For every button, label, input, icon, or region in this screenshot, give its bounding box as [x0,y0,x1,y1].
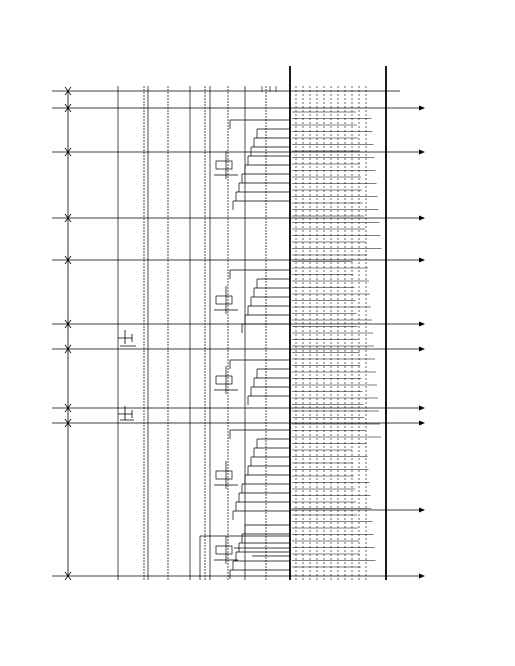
wire [242,534,290,543]
wire [242,174,290,183]
wire [251,297,290,306]
wire [236,502,290,511]
wire [214,151,238,179]
wire [257,439,290,448]
terminal-arrow [419,508,425,513]
wire [245,475,290,484]
wire [230,360,290,369]
terminal-arrow [419,406,425,411]
wire [239,183,290,192]
wire [245,165,290,174]
contact-symbols [118,330,136,420]
wire [236,552,290,561]
wire [214,461,238,489]
terminal-arrow [419,574,425,579]
wire [254,138,290,147]
wire [214,286,238,314]
relay-box [216,296,232,304]
wire [248,156,290,165]
wire [257,129,290,138]
wire [254,288,290,297]
contact-grid [292,86,382,580]
wire [248,306,290,315]
terminal-arrow [419,347,425,352]
relay-box [216,546,232,554]
wire [242,324,290,333]
wire [230,570,290,579]
row-rails [52,91,424,576]
terminal-arrow [419,150,425,155]
wire [214,536,238,564]
wire [236,192,290,201]
wire [251,457,290,466]
relay-box [216,161,232,169]
wire [257,279,290,288]
terminal-arrow [419,216,425,221]
wire [239,543,290,552]
wire [239,493,290,502]
dimension-line [65,87,71,580]
wire [245,315,290,324]
wire [248,466,290,475]
wire [245,525,290,534]
wire [230,120,290,129]
terminal-arrow [419,421,425,426]
vertical-buses [118,66,386,580]
wire [233,561,290,570]
wire [248,396,290,405]
relay-box [216,376,232,384]
terminal-arrow [419,322,425,327]
wire [257,369,290,378]
terminal-arrow [419,106,425,111]
terminal-arrows [419,106,425,579]
wire [230,430,290,439]
wire [214,366,238,394]
relay-box [216,471,232,479]
wire [251,147,290,156]
wire [254,448,290,457]
wire [251,387,290,396]
wire [233,201,290,210]
wire [254,378,290,387]
wire [233,511,290,520]
wire [230,270,290,279]
terminal-arrow [419,258,425,263]
